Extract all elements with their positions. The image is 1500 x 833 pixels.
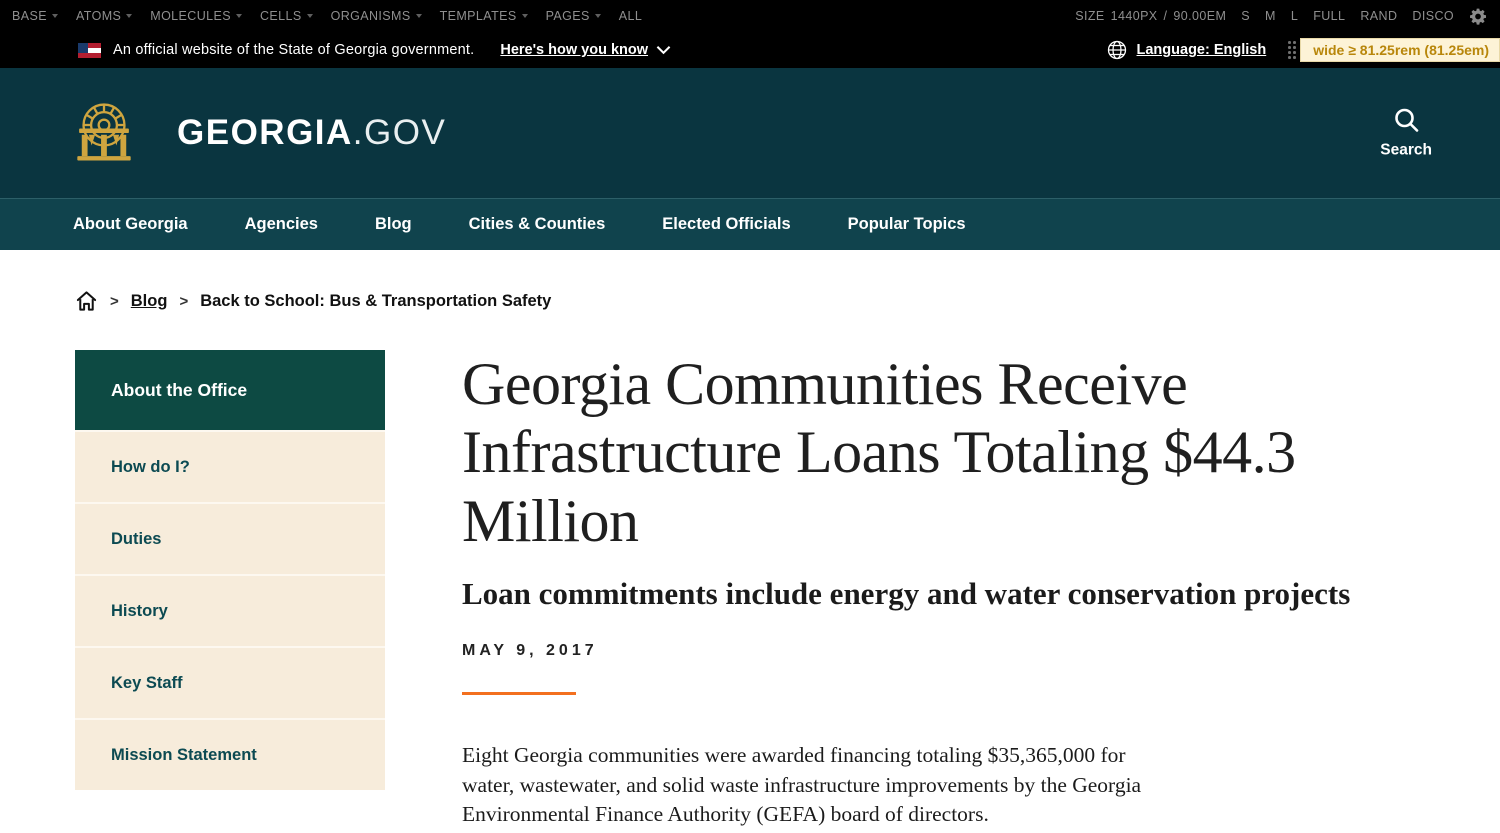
site-title[interactable] [177,113,446,153]
pl-menu-pages[interactable] [546,9,601,23]
patternlab-toolbar [0,0,1500,32]
pl-menu-label: TEMPLATES [439,9,517,23]
nav-agencies[interactable]: Agencies [244,215,318,233]
pl-menu-label: PAGES [545,9,590,23]
caret-down-icon [307,14,313,18]
nav-popular-topics[interactable]: Popular Topics [847,215,966,233]
official-banner-text: An official website of the State of Georgia government. [113,42,475,58]
language-selector[interactable]: Language: English [1136,42,1267,58]
size-px-value[interactable]: 1440PX [1110,9,1158,23]
heres-how-you-know-link[interactable] [500,42,671,58]
pl-menu-molecules[interactable] [150,9,242,23]
viewport-width-badge: wide ≥ 81.25rem (81.25em) [1300,38,1500,62]
disco-button[interactable]: DISCO [1412,9,1454,23]
caret-down-icon [416,14,422,18]
main-nav [0,198,1500,250]
banner-right-group [1107,32,1500,68]
sidebar-item-history[interactable]: History [75,574,385,646]
site-title-bold: GEORGIA [177,113,353,152]
georgia-flag-icon [78,43,101,58]
size-medium-button[interactable]: M [1265,9,1276,23]
nav-cities-counties[interactable]: Cities & Counties [468,215,606,233]
official-gov-banner [0,32,1500,68]
size-full-button[interactable]: FULL [1313,9,1346,23]
size-small-button[interactable]: S [1241,9,1251,23]
pl-menu-label: ALL [618,9,643,23]
caret-down-icon [126,14,132,18]
resize-grip-icon[interactable] [1288,41,1296,59]
accent-rule [462,692,576,695]
nav-about-georgia[interactable]: About Georgia [73,215,188,233]
home-icon[interactable] [75,290,98,312]
pl-menu-label: BASE [12,9,47,23]
breadcrumb-blog-link[interactable]: Blog [130,291,168,310]
sidebar-menu [75,350,385,790]
sidebar-item-key-staff[interactable]: Key Staff [75,646,385,718]
article [462,350,1362,829]
nav-elected-officials[interactable]: Elected Officials [662,215,791,233]
article-date: MAY 9, 2017 [462,642,598,660]
site-title-light: .GOV [352,113,447,152]
caret-down-icon [595,14,601,18]
sidebar-item-about-the-office[interactable]: About the Office [75,350,385,430]
viewport-size-readout[interactable] [1075,9,1226,23]
size-random-button[interactable]: RAND [1360,9,1398,23]
sidebar-item-how-do-i[interactable]: How do I? [75,430,385,502]
patternlab-menu [12,9,642,23]
article-subtitle: Loan commitments include energy and water conservation projects [462,576,1351,612]
size-large-button[interactable]: L [1290,9,1299,23]
globe-icon [1107,40,1127,60]
size-em-value[interactable]: 90.00EM [1173,9,1227,23]
pl-menu-templates[interactable] [440,9,528,23]
pl-menu-base[interactable] [12,9,58,23]
sidebar-item-duties[interactable]: Duties [75,502,385,574]
size-label: SIZE [1075,9,1105,23]
article-body-paragraph: Eight Georgia communities were awarded financing totaling $35,365,000 for water, wastewater, and solid waste infrastructure improvements by the Georgia Environmental Finance Authority (GEFA) board of directors. [462,743,1142,826]
size-separator: / [1163,9,1168,23]
nav-blog[interactable]: Blog [374,215,412,233]
search-button[interactable] [1380,107,1432,160]
patternlab-controls [1075,7,1488,26]
pl-menu-atoms[interactable] [76,9,132,23]
heres-how-you-know-label: Here's how you know [500,42,649,58]
search-icon [1393,107,1420,134]
search-label: Search [1380,141,1432,159]
site-header [0,68,1500,198]
gear-icon[interactable] [1469,7,1488,26]
pl-menu-label: CELLS [259,9,302,23]
pl-menu-label: ORGANISMS [330,9,411,23]
content-area [75,350,1500,829]
pl-menu-label: MOLECULES [150,9,231,23]
pl-menu-organisms[interactable] [331,9,422,23]
chevron-down-icon [656,45,671,55]
georgia-arch-logo[interactable] [75,101,133,165]
caret-down-icon [236,14,242,18]
caret-down-icon [522,14,528,18]
pl-menu-label: ATOMS [75,9,122,23]
page-title: Georgia Communities Receive Infrastructure Loans Totaling $44.3 Million [462,351,1296,554]
breadcrumb-separator: > [110,292,119,310]
caret-down-icon [52,14,58,18]
breadcrumb-current-page: Back to School: Bus & Transportation Safety [200,291,552,310]
breadcrumb-separator: > [179,292,189,310]
pl-menu-cells[interactable] [260,9,313,23]
breadcrumb [75,290,1500,312]
sidebar-item-mission-statement[interactable]: Mission Statement [75,718,385,790]
pl-menu-all[interactable] [619,9,642,23]
